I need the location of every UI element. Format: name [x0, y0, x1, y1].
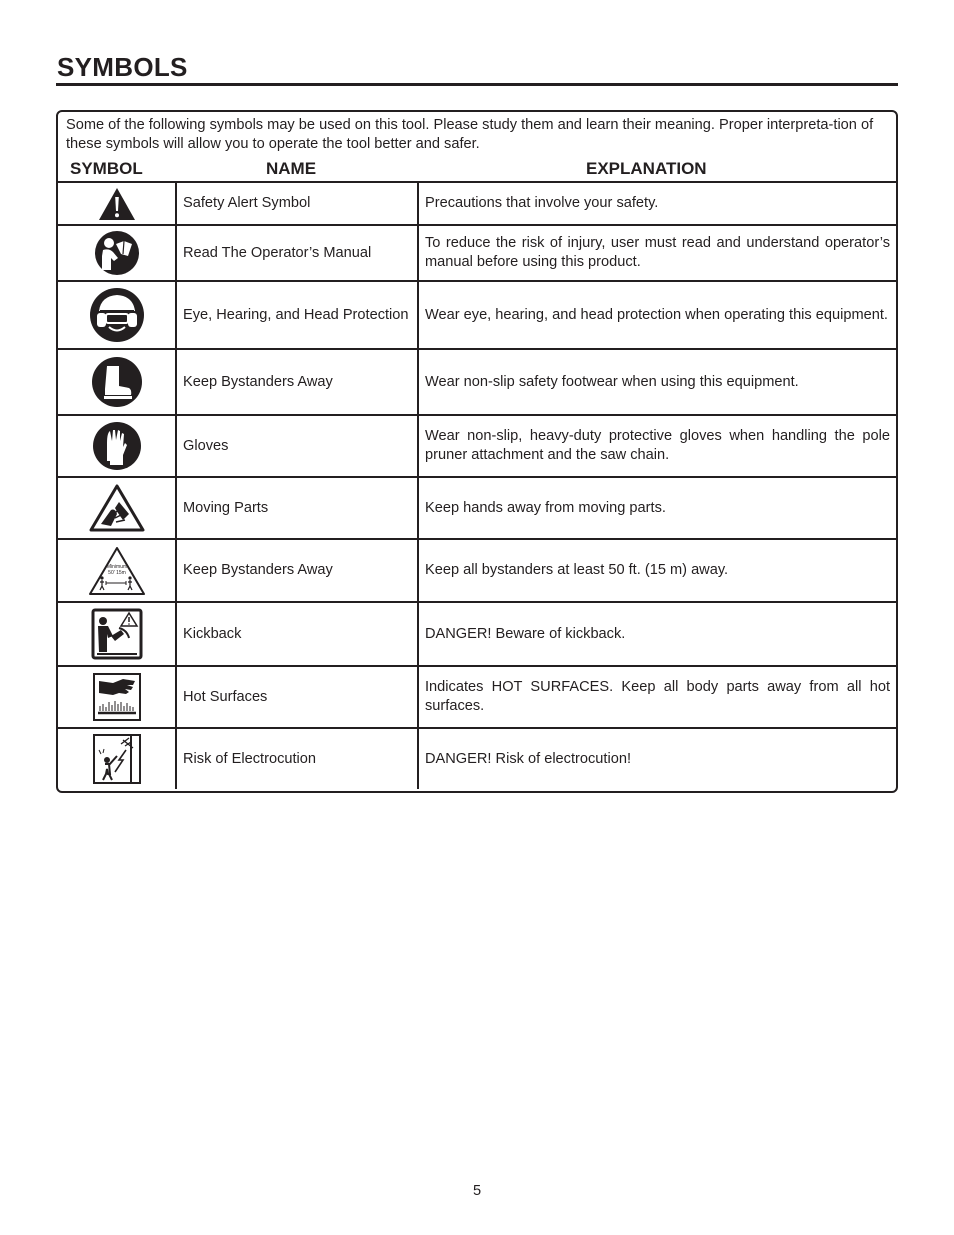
explanation-cell: DANGER! Risk of electrocution!	[425, 750, 632, 767]
explanation-cell: DANGER! Beware of kickback.	[425, 625, 626, 642]
table-row	[58, 183, 896, 226]
svg-text:Minimum: Minimum	[106, 563, 127, 570]
svg-text:50' 15m: 50' 15m	[107, 569, 126, 576]
table-row	[58, 226, 896, 282]
header-name: NAME	[266, 159, 317, 178]
explanation-cell: Indicates HOT SURFACES. Keep all body parts away from all hot surfaces.	[425, 679, 890, 714]
title-rule	[56, 83, 898, 86]
symbol-cell	[58, 478, 177, 538]
moving-parts-icon	[89, 484, 145, 532]
name-cell: Safety Alert Symbol	[177, 183, 419, 224]
symbol-cell	[58, 350, 177, 414]
table-row	[58, 282, 896, 350]
explanation-cell: Wear non-slip, heavy-duty protective gloves when handling the pole pruner attachment and the saw chain.	[425, 428, 890, 463]
gloves-icon	[92, 421, 142, 471]
symbols-table	[58, 181, 896, 789]
intro-text: Some of the following symbols may be used on this tool. Please study them and learn their meaning. Proper interpreta-tion of these symbols will allow you to operate the tool better and safer.	[66, 117, 874, 152]
read-manual-icon	[94, 230, 140, 276]
explanation-cell: To reduce the risk of injury, user must read and understand operator’s manual before using this product.	[425, 235, 890, 270]
eye-hearing-head-protection-icon	[89, 287, 145, 343]
explanation-cell: Wear non-slip safety footwear when using this equipment.	[425, 373, 799, 390]
table-row	[58, 478, 896, 540]
explanation-cell: Precautions that involve your safety.	[425, 195, 659, 211]
header-symbol: SYMBOL	[70, 159, 143, 178]
symbol-cell	[58, 729, 177, 789]
page-title: SYMBOLS	[57, 52, 188, 82]
safety-alert-icon	[98, 187, 136, 221]
symbol-cell	[58, 282, 177, 348]
symbol-cell	[58, 667, 177, 727]
table-row	[58, 416, 896, 478]
name-cell: Risk of Electrocution	[177, 729, 419, 789]
explanation-cell: Keep hands away from moving parts.	[425, 499, 666, 516]
symbol-cell	[58, 540, 177, 601]
table-row	[58, 350, 896, 416]
electrocution-icon	[93, 734, 141, 784]
table-row	[58, 729, 896, 789]
hot-surfaces-icon	[93, 673, 141, 721]
page-number: 5	[472, 1183, 482, 1199]
table-row	[58, 540, 896, 603]
name-cell: Gloves	[177, 416, 419, 476]
symbol-cell	[58, 603, 177, 665]
bystanders-distance-icon	[88, 546, 146, 596]
table-row	[58, 667, 896, 729]
name-cell: Keep Bystanders Away	[177, 540, 419, 601]
name-cell: Read The Operator’s Manual	[177, 226, 419, 280]
name-cell: Hot Surfaces	[177, 667, 419, 727]
name-cell: Eye, Hearing, and Head Protection	[177, 282, 419, 348]
name-cell: Moving Parts	[177, 478, 419, 538]
kickback-icon	[91, 608, 143, 660]
header-explanation: EXPLANATION	[586, 159, 707, 178]
name-cell: Kickback	[177, 603, 419, 665]
symbol-cell	[58, 416, 177, 476]
symbol-cell	[58, 183, 177, 224]
safety-boot-icon	[91, 356, 143, 408]
explanation-cell: Keep all bystanders at least 50 ft. (15 m) away.	[425, 562, 729, 578]
name-cell: Keep Bystanders Away	[177, 350, 419, 414]
table-row	[58, 603, 896, 667]
symbol-cell	[58, 226, 177, 280]
symbols-table-frame	[56, 110, 898, 793]
explanation-cell: Wear eye, hearing, and head protection when operating this equipment.	[425, 306, 888, 323]
